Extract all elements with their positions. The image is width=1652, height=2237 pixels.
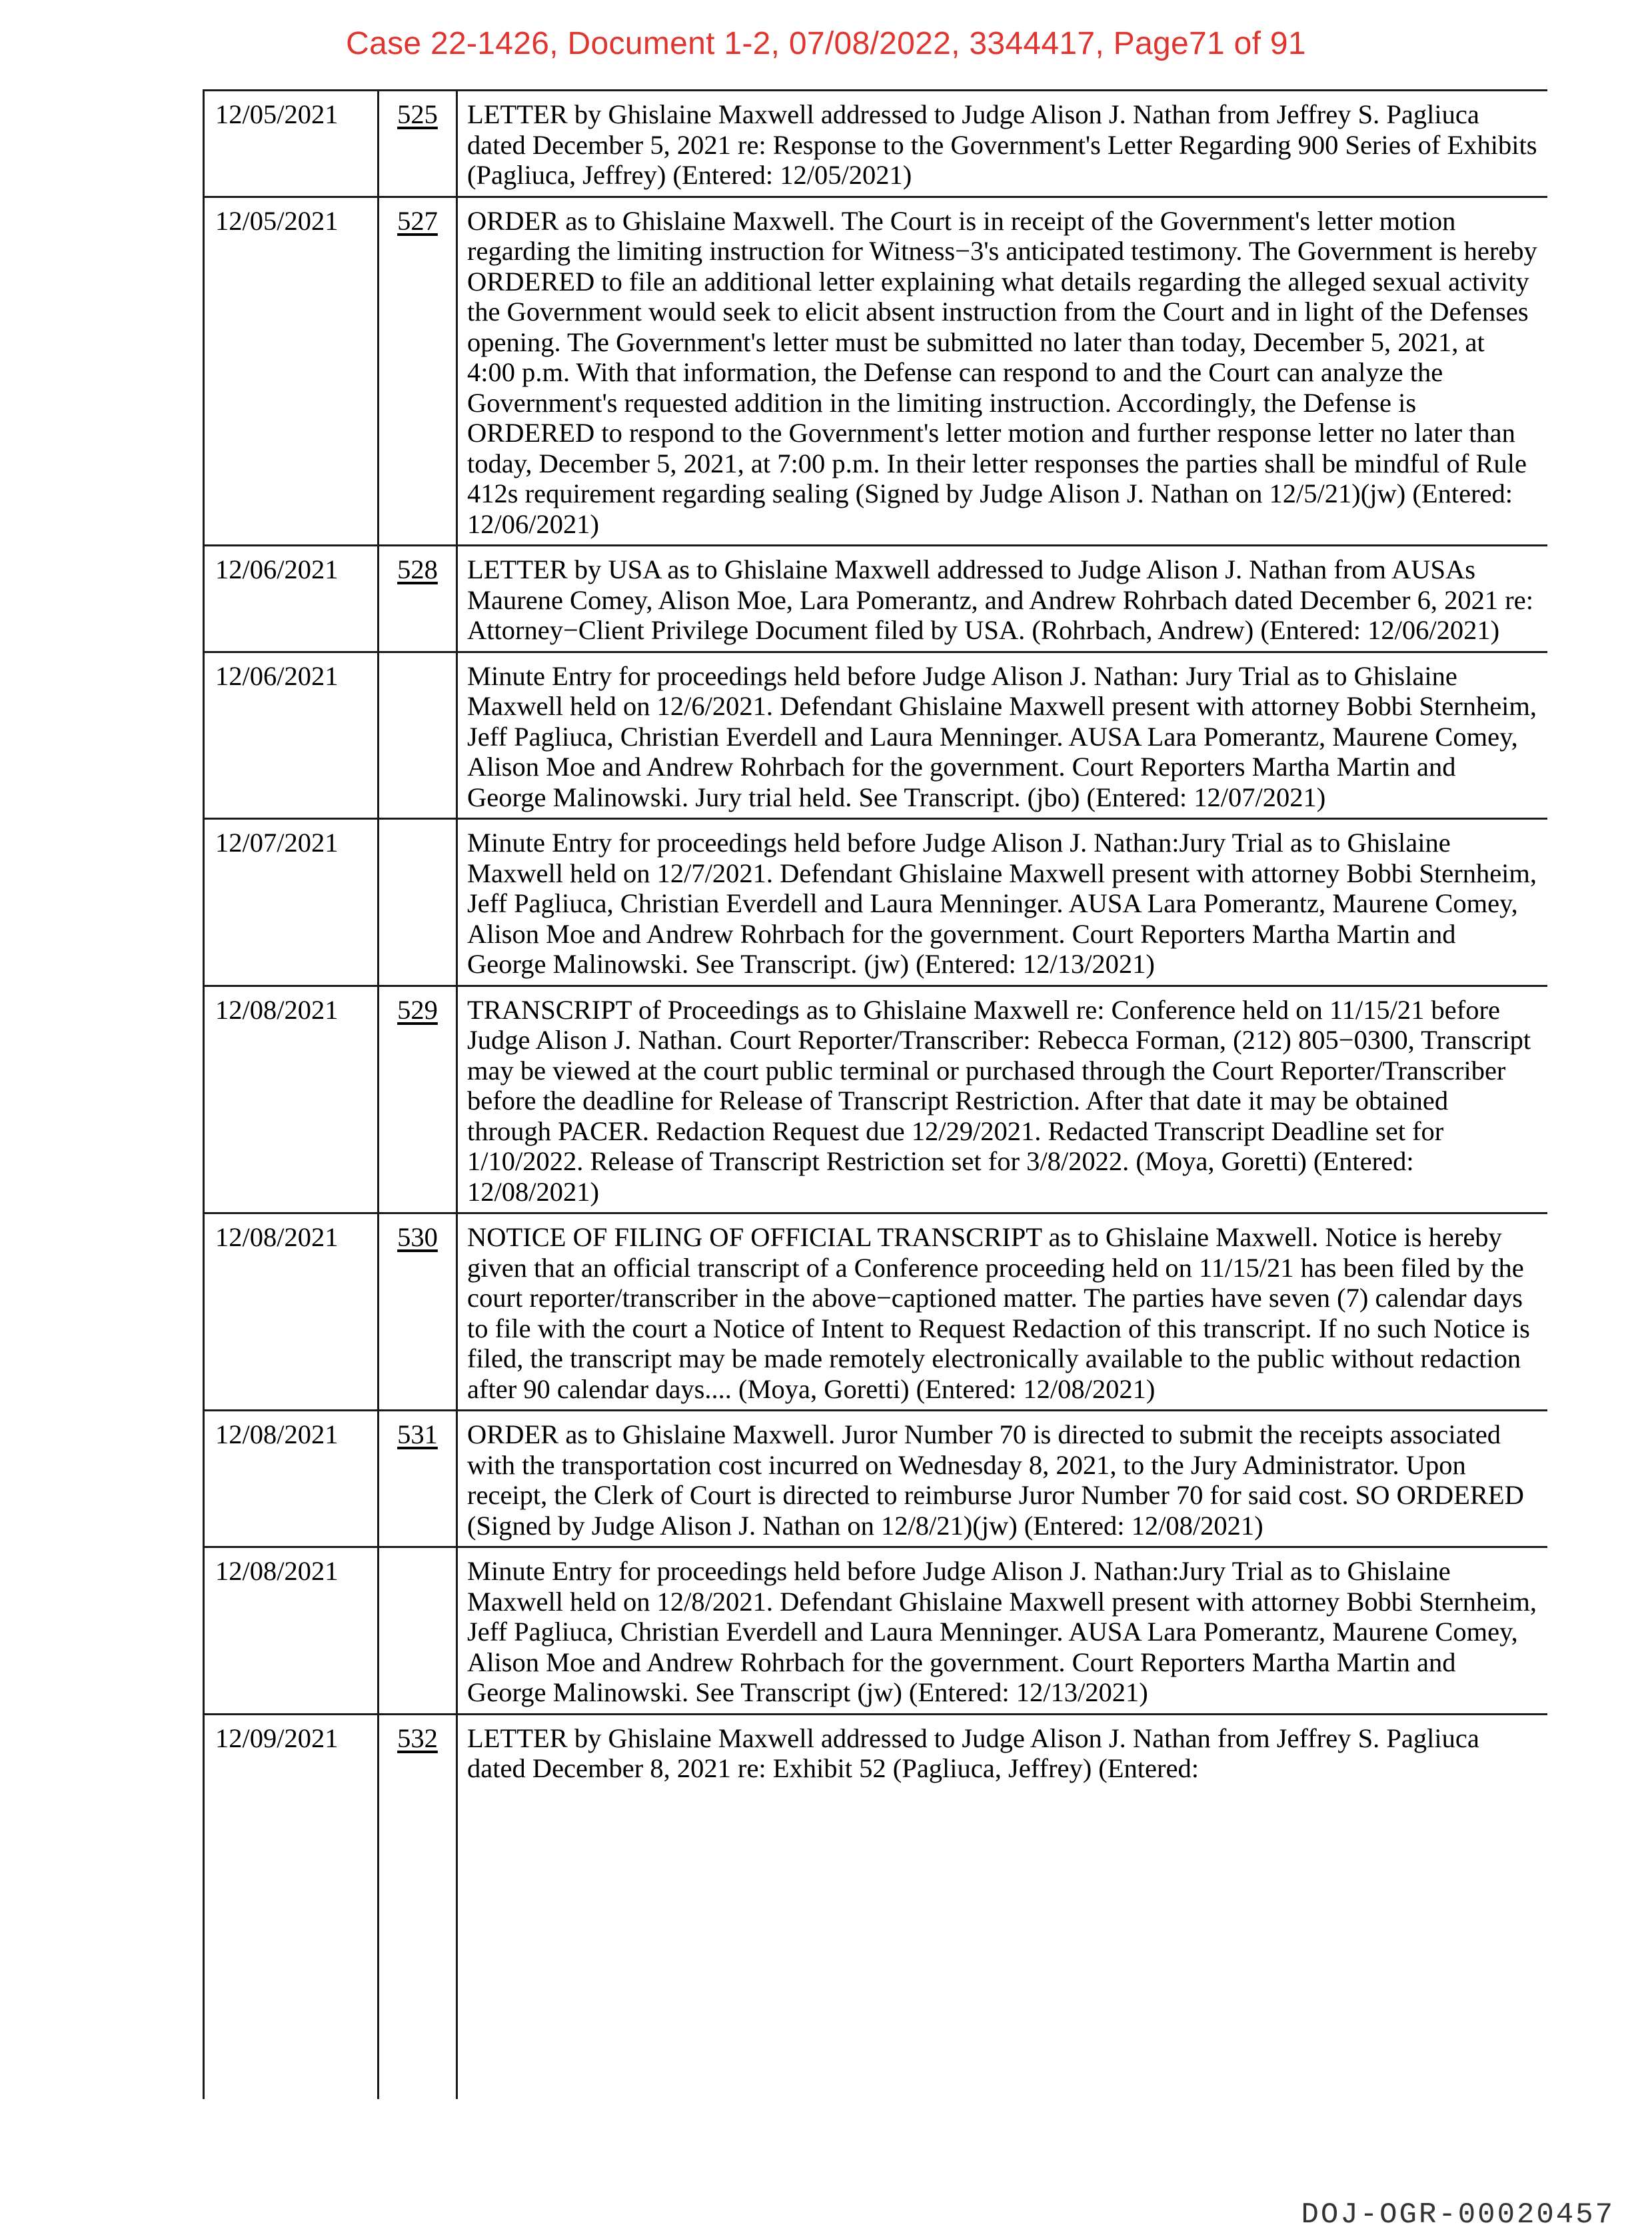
docket-entry [204, 1547, 1548, 1715]
entry-number-cell [379, 1411, 457, 1547]
entry-text: NOTICE OF FILING OF OFFICIAL TRANSCRIPT as to Ghislaine Maxwell. Notice is hereby given that an official transcript of a Conference proceeding held on 11/15/21 has been filed by the court reporter/transcriber in the above−captioned matter. The parties have seven (7) calendar days to file with the court a Notice of Intent to Request Redaction of this transcript. If no such Notice is filed, the transcript may be made remotely electronically available to the public without redaction after 90 calendar days.... (Moya, Goretti) (Entered: 12/08/2021) [457, 1213, 1548, 1411]
entry-date: 12/06/2021 [204, 652, 379, 819]
entry-number-link[interactable]: 525 [397, 99, 438, 129]
entry-number-cell [379, 91, 457, 197]
docket-entry [204, 1714, 1548, 2099]
entry-number-cell [379, 546, 457, 652]
entry-date: 12/08/2021 [204, 1213, 379, 1411]
docket-entry [204, 1411, 1548, 1547]
entry-text: Minute Entry for proceedings held before Judge Alison J. Nathan:Jury Trial as to Ghislaine Maxwell held on 12/8/2021. Defendant Ghislaine Maxwell present with attorney Bobbi Sternheim, Jeff Pagliuca, Christian Everdell and Laura Menninger. AUSA Lara Pomerantz, Maurene Comey, Alison Moe and Andrew Rohrbach for the government. Court Reporters Martha Martin and George Malinowski. See Transcript (jw) (Entered: 12/13/2021) [457, 1547, 1548, 1715]
docket-entry [204, 91, 1548, 197]
entry-number-link[interactable]: 531 [397, 1419, 438, 1449]
entry-text: TRANSCRIPT of Proceedings as to Ghislaine Maxwell re: Conference held on 11/15/21 before Judge Alison J. Nathan. Court Reporter/Transcriber: Rebecca Forman, (212) 805−0300, Transcript may be viewed at the court public terminal or purchased through the Court Reporter/Transcriber before the deadline for Release of Transcript Restriction. After that date it may be obtained through PACER. Redaction Request due 12/29/2021. Redacted Transcript Deadline set for 1/10/2022. Release of Transcript Restriction set for 3/8/2022. (Moya, Goretti) (Entered: 12/08/2021) [457, 986, 1548, 1213]
entry-text: Minute Entry for proceedings held before Judge Alison J. Nathan: Jury Trial as to Ghislaine Maxwell held on 12/6/2021. Defendant Ghislaine Maxwell present with attorney Bobbi Sternheim, Jeff Pagliuca, Christian Everdell and Laura Menninger. AUSA Lara Pomerantz, Maurene Comey, Alison Moe and Andrew Rohrbach for the government. Court Reporters Martha Martin and George Malinowski. Jury trial held. See Transcript. (jbo) (Entered: 12/07/2021) [457, 652, 1548, 819]
case-header: Case 22-1426, Document 1-2, 07/08/2022, 3344417, Page71 of 91 [346, 26, 1306, 61]
entry-number-link[interactable]: 527 [397, 205, 438, 236]
entry-number-link[interactable]: 530 [397, 1222, 438, 1252]
entry-text: LETTER by USA as to Ghislaine Maxwell addressed to Judge Alison J. Nathan from AUSAs Maurene Comey, Alison Moe, Lara Pomerantz, and Andrew Rohrbach dated December 6, 2021 re: Attorney−Client Privilege Document filed by USA. (Rohrbach, Andrew) (Entered: 12/06/2021) [457, 546, 1548, 652]
entry-text: Minute Entry for proceedings held before Judge Alison J. Nathan:Jury Trial as to Ghislaine Maxwell held on 12/7/2021. Defendant Ghislaine Maxwell present with attorney Bobbi Sternheim, Jeff Pagliuca, Christian Everdell and Laura Menninger. AUSA Lara Pomerantz, Maurene Comey, Alison Moe and Andrew Rohrbach for the government. Court Reporters Martha Martin and George Malinowski. See Transcript. (jw) (Entered: 12/13/2021) [457, 819, 1548, 986]
entry-date: 12/09/2021 [204, 1714, 379, 2099]
docket-entry [204, 197, 1548, 546]
bates-number: DOJ-OGR-00020457 [1301, 2198, 1615, 2232]
entry-number-cell [379, 1547, 457, 1715]
docket-entry [204, 1213, 1548, 1411]
docket-table-container [203, 89, 1547, 2099]
entry-number-cell [379, 197, 457, 546]
docket-entry [204, 652, 1548, 819]
entry-date: 12/08/2021 [204, 1547, 379, 1715]
entry-date: 12/05/2021 [204, 91, 379, 197]
docket-entry [204, 546, 1548, 652]
entry-number-cell [379, 819, 457, 986]
entry-date: 12/05/2021 [204, 197, 379, 546]
entry-date: 12/08/2021 [204, 986, 379, 1213]
entry-text: ORDER as to Ghislaine Maxwell. The Court is in receipt of the Government's letter motion regarding the limiting instruction for Witness−3's anticipated testimony. The Government is hereby ORDERED to file an additional letter explaining what details regarding the alleged sexual activity the Government would seek to elicit absent instruction from the Court and in light of the Defenses opening. The Government's letter must be submitted no later than today, December 5, 2021, at 4:00 p.m. With that information, the Defense can respond to and the Court can analyze the Government's requested addition in the limiting instruction. Accordingly, the Defense is ORDERED to respond to the Government's letter motion and further response letter no later than today, December 5, 2021, at 7:00 p.m. In their letter responses the parties shall be mindful of Rule 412s requirement regarding sealing (Signed by Judge Alison J. Nathan on 12/5/21)(jw) (Entered: 12/06/2021) [457, 197, 1548, 546]
entry-number-cell [379, 986, 457, 1213]
docket-entry [204, 986, 1548, 1213]
entry-number-cell [379, 1213, 457, 1411]
entry-date: 12/08/2021 [204, 1411, 379, 1547]
entry-number-cell [379, 652, 457, 819]
entry-text: ORDER as to Ghislaine Maxwell. Juror Number 70 is directed to submit the receipts associated with the transportation cost incurred on Wednesday 8, 2021, to the Jury Administrator. Upon receipt, the Clerk of Court is directed to reimburse Juror Number 70 for said cost. SO ORDERED (Signed by Judge Alison J. Nathan on 12/8/21)(jw) (Entered: 12/08/2021) [457, 1411, 1548, 1547]
entry-text: LETTER by Ghislaine Maxwell addressed to Judge Alison J. Nathan from Jeffrey S. Pagliuca dated December 5, 2021 re: Response to the Government's Letter Regarding 900 Series of Exhibits (Pagliuca, Jeffrey) (Entered: 12/05/2021) [457, 91, 1548, 197]
docket-table [203, 89, 1547, 2099]
entry-number-link[interactable]: 529 [397, 994, 438, 1025]
entry-number-cell [379, 1714, 457, 2099]
entry-number-link[interactable]: 532 [397, 1723, 438, 1753]
docket-entry [204, 819, 1548, 986]
entry-text: LETTER by Ghislaine Maxwell addressed to Judge Alison J. Nathan from Jeffrey S. Pagliuca dated December 8, 2021 re: Exhibit 52 (Pagliuca, Jeffrey) (Entered: [457, 1714, 1548, 2099]
entry-date: 12/07/2021 [204, 819, 379, 986]
entry-date: 12/06/2021 [204, 546, 379, 652]
entry-number-link[interactable]: 528 [397, 554, 438, 584]
